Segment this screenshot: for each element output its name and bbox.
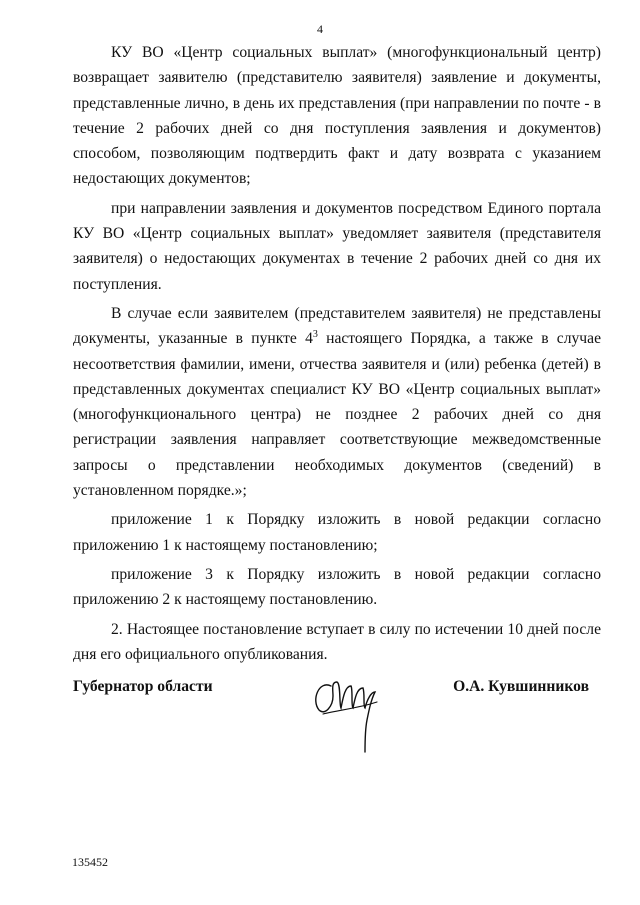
paragraph-interagency-requests: [73, 301, 601, 503]
signature-block: [73, 672, 601, 772]
signatory-title: Губернатор области: [73, 678, 213, 695]
handwritten-signature: [309, 660, 387, 756]
paragraph-effective-date: 2. Настоящее постановление вступает в силу по истечении 10 дней после дня его официального опубликования.: [73, 620, 601, 663]
signatory-name: О.А. Кувшинников: [453, 678, 589, 695]
document-code: 135452: [72, 855, 108, 869]
superscript-clause: 3: [312, 329, 318, 341]
paragraph-appendix-3: приложение 3 к Порядку изложить в новой редакции согласно приложению 2 к настоящему постановлению.: [73, 565, 601, 609]
paragraph-return-documents: КУ ВО «Центр социальных выплат» (многофункциональный центр) возвращает заявителю (представителю заявителя) заявление и документы, представленные лично, в день их представления (при направлении по почте - в течение 2 рабочих дней со дня поступления заявления и документов) способом, позволяющим подтвердить факт и дату возврата с указанием недостающих документов;: [73, 44, 601, 188]
paragraph-text-before: В случае если заявителем (представителем заявителя) не представлены документы, указанные в пункте 4: [73, 304, 601, 348]
paragraph-appendix-1: приложение 1 к Порядку изложить в новой редакции согласно приложению 1 к настоящему постановлению;: [73, 511, 601, 554]
paragraph-text-after: настоящего Порядка, а также в случае несоответствия фамилии, имени, отчества заявителя и (или) ребенка (детей) в представленных документах специалист КУ ВО «Центр социальных выплат» (многофункционального центра) не позднее 2 рабочих дней со дня регистрации заявления направляет соответствующие межведомственные запросы о представлении необходимых документов (сведений) в установленном порядке.»;: [73, 330, 601, 500]
document-body: [73, 40, 601, 667]
page-number: 4: [317, 22, 323, 36]
paragraph-portal-notice: при направлении заявления и документов посредством Единого портала КУ ВО «Центр социальных выплат» уведомляет заявителя (представителя заявителя) о недостающих документах в течение 2 рабочих дней со дня их поступления.: [73, 199, 601, 293]
